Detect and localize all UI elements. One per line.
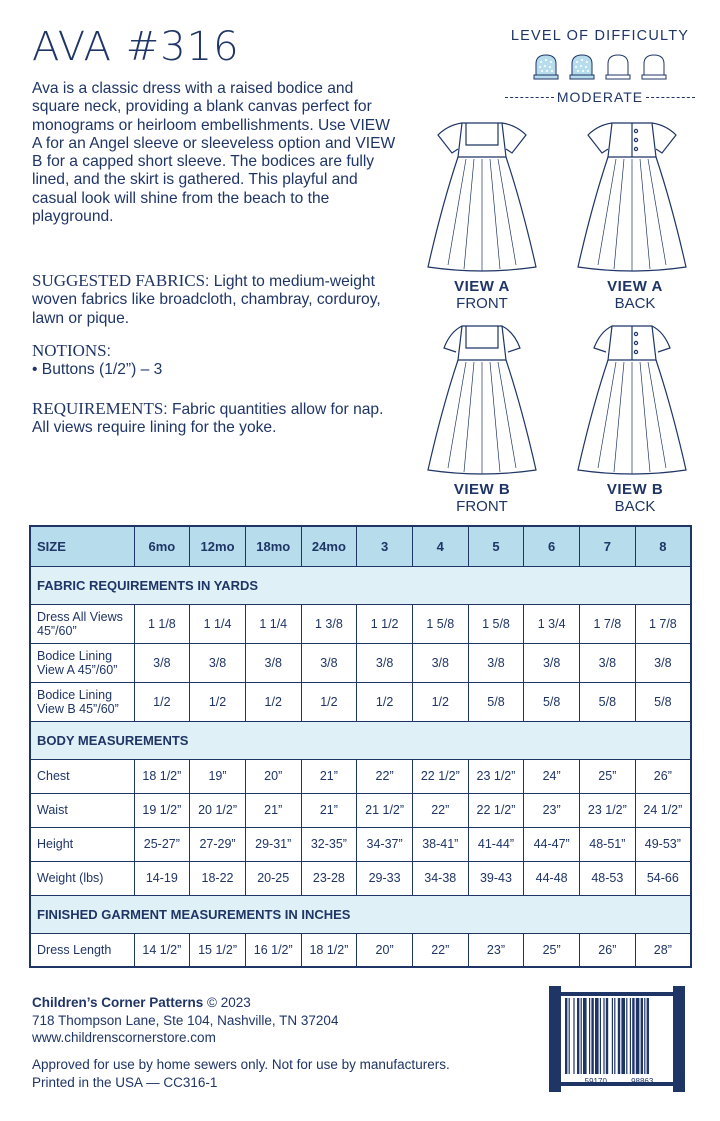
- table-cell: 48-51”: [580, 827, 636, 861]
- section-title: FINISHED GARMENT MEASUREMENTS IN INCHES: [30, 895, 691, 933]
- table-cell: 1 1/8: [134, 604, 190, 643]
- barcode-bar: [581, 998, 582, 1074]
- table-cell: 26”: [635, 759, 691, 793]
- barcode-bar: [600, 998, 601, 1074]
- fabrics-text: : Light to medium-weight woven fabrics like broadcloth, chambray, corduroy, lawn or pique.: [32, 273, 381, 327]
- row-label: Height: [30, 827, 134, 861]
- table-cell: 18 1/2”: [134, 759, 190, 793]
- suggested-fabrics: [32, 272, 402, 328]
- table-row: [30, 861, 691, 895]
- size-header-row: [30, 526, 691, 566]
- table-cell: 19 1/2”: [134, 793, 190, 827]
- thimble-empty-icon: [603, 52, 633, 85]
- table-cell: 22”: [357, 759, 413, 793]
- table-cell: 3/8: [245, 643, 301, 682]
- table-cell: 44-48: [524, 861, 580, 895]
- view-b-back-label: VIEW B BACK: [606, 481, 664, 515]
- table-cell: 3/8: [524, 643, 580, 682]
- thimble-empty-icon: [639, 52, 669, 85]
- row-label: Waist: [30, 793, 134, 827]
- row-label: Bodice Lining View A 45”/60”: [30, 643, 134, 682]
- view-b-front-illustration: [422, 318, 542, 480]
- row-label: Dress All Views 45”/60”: [30, 604, 134, 643]
- table-cell: 20-25: [245, 861, 301, 895]
- table-cell: 3/8: [190, 643, 246, 682]
- table-cell: 23”: [468, 933, 524, 967]
- row-label: Weight (lbs): [30, 861, 134, 895]
- section-header-row: [30, 566, 691, 604]
- row-label: Bodice Lining View B 45”/60”: [30, 682, 134, 721]
- table-cell: 23 1/2”: [468, 759, 524, 793]
- table-cell: 24 1/2”: [635, 793, 691, 827]
- table-cell: 5/8: [580, 682, 636, 721]
- company-info: Children’s Corner Patterns © 2023 718 Thompson Lane, Ste 104, Nashville, TN 37204 www.childrenscornerstore.com: [32, 995, 339, 1045]
- thimble-row: [505, 52, 695, 85]
- table-cell: 3/8: [635, 643, 691, 682]
- table-cell: 54-66: [635, 861, 691, 895]
- printed-note: Printed in the USA — CC316-1: [32, 1074, 218, 1090]
- table-cell: 19”: [190, 759, 246, 793]
- view-b-front-label: VIEW B FRONT: [453, 481, 511, 515]
- difficulty-level: MODERATE: [556, 89, 644, 105]
- table-row: [30, 759, 691, 793]
- barcode-bar: [565, 998, 567, 1074]
- table-cell: 14 1/2”: [134, 933, 190, 967]
- table-cell: 29-33: [357, 861, 413, 895]
- view-a-back-label: VIEW A BACK: [607, 278, 663, 312]
- table-cell: 20”: [245, 759, 301, 793]
- company-address: 718 Thompson Lane, Ste 104, Nashville, TN 37204: [32, 1012, 339, 1028]
- table-cell: 18 1/2”: [301, 933, 357, 967]
- table-cell: 26”: [580, 933, 636, 967]
- notions: NOTIONS: • Buttons (1/2”) – 3: [32, 341, 163, 379]
- pattern-title: AVA #316: [32, 24, 240, 70]
- company-website[interactable]: www.childrenscornerstore.com: [32, 1030, 216, 1045]
- barcode-bar: [589, 998, 590, 1074]
- table-cell: 22”: [412, 793, 468, 827]
- disclaimer: Approved for use by home sewers only. Not for use by manufacturers.: [32, 1057, 450, 1072]
- barcode-bar: [569, 998, 570, 1074]
- table-cell: 3/8: [412, 643, 468, 682]
- table-cell: 18-22: [190, 861, 246, 895]
- section-header-row: [30, 895, 691, 933]
- barcode-digits: 7 59170 98863 1: [556, 1077, 682, 1086]
- table-cell: 21”: [301, 793, 357, 827]
- section-title: BODY MEASUREMENTS: [30, 721, 691, 759]
- table-cell: 28”: [635, 933, 691, 967]
- table-cell: 27-29”: [190, 827, 246, 861]
- size-column-header: 3: [357, 526, 413, 566]
- table-cell: 1/2: [190, 682, 246, 721]
- row-label: Chest: [30, 759, 134, 793]
- barcode-bar: [573, 998, 574, 1074]
- table-cell: 1/2: [301, 682, 357, 721]
- table-cell: 39-43: [468, 861, 524, 895]
- requirements-heading: REQUIREMENTS: [32, 399, 164, 418]
- size-column-header: 4: [412, 526, 468, 566]
- table-cell: 23-28: [301, 861, 357, 895]
- table-cell: 44-47”: [524, 827, 580, 861]
- barcode-bar: [636, 998, 640, 1074]
- table-cell: 22”: [412, 933, 468, 967]
- barcode-bar: [606, 998, 608, 1074]
- table-cell: 3/8: [357, 643, 413, 682]
- size-header-label: SIZE: [30, 526, 134, 566]
- table-row: [30, 604, 691, 643]
- table-cell: 3/8: [580, 643, 636, 682]
- table-cell: 5/8: [524, 682, 580, 721]
- size-column-header: 12mo: [190, 526, 246, 566]
- table-cell: 1 1/4: [190, 604, 246, 643]
- barcode-bar: [577, 998, 579, 1074]
- table-row: [30, 793, 691, 827]
- size-column-header: 5: [468, 526, 524, 566]
- legal-notice: [32, 1056, 450, 1091]
- table-row: [30, 682, 691, 721]
- table-cell: 23”: [524, 793, 580, 827]
- barcode-bar: [647, 998, 649, 1074]
- table-cell: 29-31”: [245, 827, 301, 861]
- table-cell: 34-38: [412, 861, 468, 895]
- table-cell: 3/8: [301, 643, 357, 682]
- table-cell: 1 5/8: [468, 604, 524, 643]
- table-cell: 25”: [580, 759, 636, 793]
- barcode-bar: [621, 998, 625, 1074]
- barcode-bar: [644, 998, 645, 1074]
- barcode-bar: [632, 998, 634, 1074]
- table-cell: 48-53: [580, 861, 636, 895]
- table-cell: 1 5/8: [412, 604, 468, 643]
- pattern-description: Ava is a classic dress with a raised bodice and square neck, providing a blank canvas perfect for monograms or heirloom embellishments. Use VIEW A for an Angel sleeve or sleeveless option and VIEW B for a capped short sleeve. The bodices are fully lined, and the skirt is gathered. This playful and casual look will shine from the beach to the playground.: [32, 80, 396, 226]
- requirements-text: : Fabric quantities allow for nap. All views require lining for the yoke.: [32, 401, 384, 437]
- table-cell: 1/2: [134, 682, 190, 721]
- barcode-bar: [618, 998, 620, 1074]
- difficulty-rating: [505, 28, 695, 105]
- table-cell: 21”: [245, 793, 301, 827]
- requirements: [32, 400, 402, 438]
- barcode-bar: [630, 998, 631, 1074]
- view-a-back-illustration: [572, 115, 692, 277]
- barcode-bar: [583, 998, 587, 1074]
- notions-item: • Buttons (1/2”) – 3: [32, 361, 163, 379]
- section-title: FABRIC REQUIREMENTS IN YARDS: [30, 566, 691, 604]
- table-cell: 5/8: [635, 682, 691, 721]
- barcode-bar: [641, 998, 643, 1074]
- view-a-front-label: VIEW A FRONT: [454, 278, 510, 312]
- thimble-filled-icon: [567, 52, 597, 85]
- size-column-header: 18mo: [245, 526, 301, 566]
- size-column-header: 24mo: [301, 526, 357, 566]
- size-column-header: 8: [635, 526, 691, 566]
- table-cell: 1 3/8: [301, 604, 357, 643]
- notions-heading: NOTIONS: [32, 341, 107, 360]
- barcode-bar: [591, 998, 593, 1074]
- table-cell: 14-19: [134, 861, 190, 895]
- table-cell: 32-35”: [301, 827, 357, 861]
- table-cell: 1 3/4: [524, 604, 580, 643]
- company-name: Children’s Corner Patterns: [32, 995, 204, 1010]
- row-label: Dress Length: [30, 933, 134, 967]
- table-cell: 20 1/2”: [190, 793, 246, 827]
- table-cell: 25”: [524, 933, 580, 967]
- thimble-filled-icon: [531, 52, 561, 85]
- table-cell: 1/2: [357, 682, 413, 721]
- size-column-header: 6mo: [134, 526, 190, 566]
- size-column-header: 6: [524, 526, 580, 566]
- table-cell: 1/2: [245, 682, 301, 721]
- difficulty-title: LEVEL OF DIFFICULTY: [510, 28, 690, 44]
- table-cell: 3/8: [134, 643, 190, 682]
- table-row: [30, 827, 691, 861]
- barcode-bar: [603, 998, 604, 1074]
- size-column-header: 7: [580, 526, 636, 566]
- view-a-front-illustration: [422, 115, 542, 277]
- table-cell: 1 1/2: [357, 604, 413, 643]
- table-row: [30, 933, 691, 967]
- table-cell: 20”: [357, 933, 413, 967]
- table-cell: 1 7/8: [580, 604, 636, 643]
- table-cell: 49-53”: [635, 827, 691, 861]
- table-cell: 38-41”: [412, 827, 468, 861]
- view-b-back-illustration: [572, 318, 692, 480]
- table-cell: 5/8: [468, 682, 524, 721]
- barcode-bar: [626, 998, 627, 1074]
- table-cell: 34-37”: [357, 827, 413, 861]
- table-row: [30, 643, 691, 682]
- size-chart-table: [29, 525, 692, 968]
- table-cell: 3/8: [468, 643, 524, 682]
- table-cell: 24”: [524, 759, 580, 793]
- table-cell: 1 7/8: [635, 604, 691, 643]
- table-cell: 21”: [301, 759, 357, 793]
- barcode-bar: [595, 998, 599, 1074]
- table-cell: 21 1/2”: [357, 793, 413, 827]
- section-header-row: [30, 721, 691, 759]
- table-cell: 1 1/4: [245, 604, 301, 643]
- table-cell: 15 1/2”: [190, 933, 246, 967]
- table-cell: 16 1/2”: [245, 933, 301, 967]
- table-cell: 25-27”: [134, 827, 190, 861]
- barcode-bar: [612, 998, 613, 1074]
- table-cell: 41-44”: [468, 827, 524, 861]
- table-cell: 1/2: [412, 682, 468, 721]
- fabrics-heading: SUGGESTED FABRICS: [32, 271, 206, 290]
- table-cell: 23 1/2”: [580, 793, 636, 827]
- table-cell: 22 1/2”: [468, 793, 524, 827]
- table-cell: 22 1/2”: [412, 759, 468, 793]
- barcode-bar: [614, 998, 615, 1074]
